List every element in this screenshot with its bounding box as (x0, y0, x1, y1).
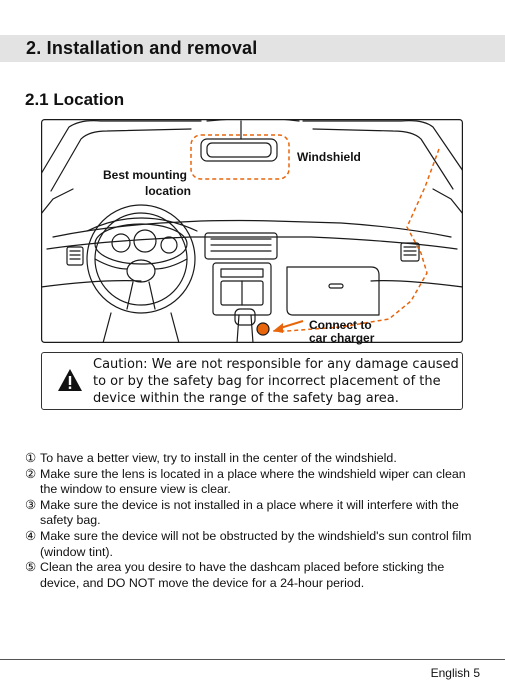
instruction-text: Make sure the device is not installed in a place where it will interfere with the safety bag. (40, 497, 459, 528)
instruction-number: ⑤ (25, 560, 37, 575)
instruction-number: ③ (25, 497, 37, 512)
instruction-item (25, 560, 485, 591)
connect-label-line1: Connect to (309, 318, 372, 332)
windshield-label: Windshield (297, 150, 361, 164)
best-mounting-label-line2: location (145, 184, 192, 198)
best-mounting-label-line1: Best mounting (103, 168, 187, 182)
instruction-item (25, 529, 485, 560)
car-charger-socket (257, 323, 269, 335)
connect-label-line2: car charger (309, 331, 375, 345)
instruction-number: ④ (25, 528, 37, 543)
cable-route (273, 149, 439, 331)
instruction-text: Clean the area you desire to have the dashcam placed before sticking the device, and DO NOT move the device for a 24-hour period. (40, 560, 445, 590)
car-interior-illustration (41, 119, 463, 343)
caution-text: Caution: We are not responsible for any damage caused to or by the safety bag for incorrect placement of the device within the range of the safety bag area. (93, 357, 459, 406)
instruction-item (25, 498, 485, 529)
subsection-title: 2.1 Location (25, 90, 125, 109)
caution-box (41, 352, 463, 410)
section-title: 2. Installation and removal (26, 38, 258, 58)
instruction-number: ② (25, 466, 37, 481)
footer-divider (0, 659, 505, 660)
warning-triangle-icon (57, 368, 83, 392)
car-interior-drawing (41, 119, 463, 343)
section-header-bar (0, 35, 505, 62)
page-number: English 5 (430, 666, 480, 680)
instruction-text: Make sure the device will not be obstructed by the windshield's sun control film (window tint). (40, 528, 472, 559)
instruction-text: To have a better view, try to install in the center of the windshield. (40, 451, 397, 465)
instruction-number: ① (25, 451, 37, 465)
instruction-item (25, 467, 485, 498)
instruction-text: Make sure the lens is located in a place where the windshield wiper can clean the window to ensure view is clear. (40, 466, 466, 497)
instruction-item (25, 451, 485, 467)
instruction-list (25, 451, 485, 591)
